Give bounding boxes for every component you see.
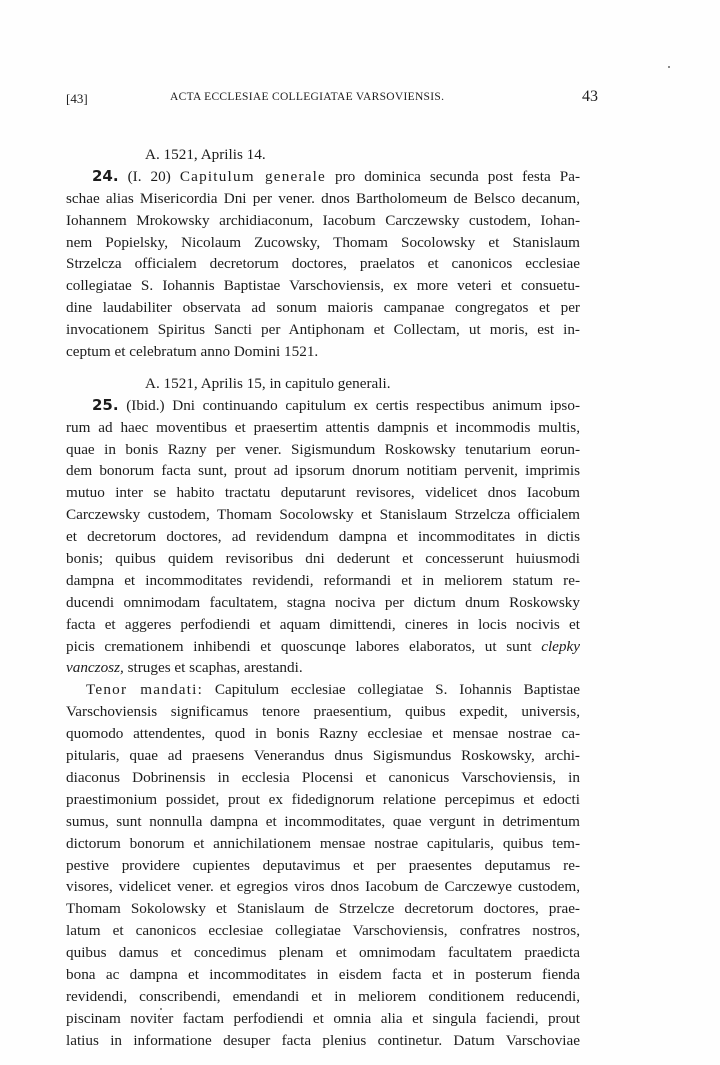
entry-25-last-line: [66, 657, 580, 679]
mandate-line: quomodo attendentes, quod in bonis Razny ecclesiae et mensae nostrae ca-: [66, 725, 580, 743]
entry-24-line: schae alias Misericordia Dni per vener. dnos Bartholomeum de Belsco decanum,: [66, 189, 580, 207]
entry-25-line: et decretorum doctores, ad revidendum dampna et incommoditates in dictis: [66, 528, 580, 546]
running-header: [66, 88, 598, 112]
mandate-line: Thomam Sokolowsky et Stanislaum de Strzelcze decretorum doctores, prae-: [66, 900, 580, 918]
entry-24-number: 24.: [92, 166, 119, 185]
mandate-line: sumus, sunt nonnulla dampna et incommoditates, quae vergunt in detrimentum: [66, 812, 580, 830]
entry-24-ref: (I. 20): [127, 167, 171, 185]
entry-25-italic-word-2: vanczosz,: [66, 659, 124, 677]
mandate-line: revidendi, conscribendi, emendandi et in meliorem conditionem reducendi,: [66, 987, 580, 1005]
mandate-line: dictorum bonorum et annichilationem mensae nostrae capitularis, quibus tem-: [66, 834, 580, 852]
mandate-keyword: Tenor mandati:: [86, 681, 204, 699]
entry-25-line: facta et aggeres perfodiendi et aquam dimittendi, cineres in locis nocivis et: [66, 615, 580, 633]
mandate-line: Varschoviensis significamus tenore praesentium, quibus expedit, universis,: [66, 703, 580, 721]
entry-25-line: ducendi omnimodam facultatem, stagna nociva per dictum dnum Roskowsky: [66, 593, 580, 611]
mandate-line-0: Capitulum ecclesiae collegiatae S. Iohannis Baptistae: [214, 681, 580, 699]
entry-24-keyword: Capitulum generale: [179, 167, 326, 185]
mandate-line: latum et canonicos ecclesiae collegiatae Varschoviensis, confratres nostros,: [66, 922, 580, 940]
entry-24-date: A. 1521, Aprilis 14.: [145, 146, 266, 163]
entry-24-first-line: [66, 166, 580, 188]
entry-24-line: nem Popielsky, Nicolaum Zucowsky, Thomam Socolowsky et Stanislaum: [66, 233, 580, 251]
running-title: ACTA ECCLESIAE COLLEGIATAE VARSOVIENSIS.: [170, 91, 445, 103]
entry-25-number: 25.: [92, 395, 119, 414]
entry-25-line: mutuo inter se habito tractatu deputarunt revisores, videlicet dnos Iacobum: [66, 484, 580, 502]
page-reference: [43]: [66, 91, 88, 106]
entry-25-date: A. 1521, Aprilis 15, in capitulo generali.: [145, 374, 391, 392]
entry-25-line: Carczewsky custodem, Thomam Socolowsky et Stanislaum Strzelcza officialem: [66, 506, 580, 524]
mandate-line: praestimonium possidet, prout ex fidedignorum relatione percepimus et edocti: [66, 790, 580, 808]
entry-24-line: collegiatae S. Iohannis Baptistae Varschoviensis, ex more veteri et consuetu-: [66, 277, 580, 295]
entry-24-line: Strzelcza officialem decretorum doctores, praelatos et canonicos ecclesiae: [66, 255, 580, 273]
entry-25-line: dampna et incommoditates revidendi, reformandi et in meliorem statum re-: [66, 571, 580, 589]
entry-25-line: dem bonorum facta sunt, prout ad ipsorum dnorum notitiam pervenit, imprimis: [66, 462, 580, 480]
entry-24-line: ceptum et celebratum anno Domini 1521.: [66, 343, 319, 361]
entry-24-line: Iohannem Mrokowsky archidiaconum, Iacobum Carczewsky custodem, Iohan-: [66, 211, 580, 229]
body-text: [66, 144, 580, 1052]
entry-25-line: bonis; quibus quidem revisoribus dni dederunt et concesserunt huiusmodi: [66, 550, 580, 568]
mandate-line: diaconus Dobrinensis in ecclesia Plocensi et canonicus Varschoviensis, in: [66, 768, 580, 786]
entry-25-line: quae in bonis Razny per vener. Sigismundum Roskowsky tenutarium eorun-: [66, 440, 580, 458]
entry-24-line: dine laudabiliter observata ad sonum maioris campanae congregatos et per: [66, 299, 580, 317]
mandate-line: pestive providere cupientes deputavimus et per praesentes deputamus re-: [66, 856, 580, 874]
entry-25-line-0: Dni continuando capitulum ex certis respectibus animum ipso-: [172, 396, 580, 414]
entry-24-line-0: pro dominica secunda post festa Pa-: [335, 167, 580, 185]
mandate-line: bona ac dampna et incommoditates in eisdem facta et in posterum fienda: [66, 965, 580, 983]
entry-25-last-rest: struges et scaphas, arestandi.: [127, 659, 303, 677]
scan-speck: [160, 1008, 162, 1010]
mandate-line: pitularis, quae ad praesens Venerandus dnus Sigismundus Roskowsky, archi-: [66, 747, 580, 765]
entry-24-line: invocationem Spiritus Sancti per Antiphonam et Collectam, ut moris, est in-: [66, 321, 580, 339]
mandate-line: latius in informatione desuper facta plenius continetur. Datum Varschoviae: [66, 1031, 580, 1049]
paragraph-gap: [66, 363, 580, 373]
entry-25-first-line: [66, 395, 580, 417]
entry-25-italic-line: [66, 636, 580, 658]
mandate-first-line: [66, 679, 580, 701]
entry-25-line-text: picis cremationem inhibendi et quoscunqe labores elaboratos, ut sunt: [66, 637, 532, 655]
scan-speck: [668, 66, 670, 68]
entry-25-ref: (Ibid.): [126, 396, 165, 414]
mandate-line: quibus damus et concedimus plenam et omnimodam facultatem praedicta: [66, 944, 580, 962]
page-number: 43: [582, 88, 598, 105]
entry-25-line: rum ad haec moventibus et praesertim attentis dampnis et incommodis multis,: [66, 418, 580, 436]
entry-25-italic-word: clepky: [541, 637, 580, 655]
mandate-line: visores, videlicet vener. et egregios viros dnos Iacobum de Carczewye custodem,: [66, 878, 580, 896]
mandate-line: piscinam noviter factam perfodiendi et omnia alia et singula faciendi, prout: [66, 1009, 580, 1027]
